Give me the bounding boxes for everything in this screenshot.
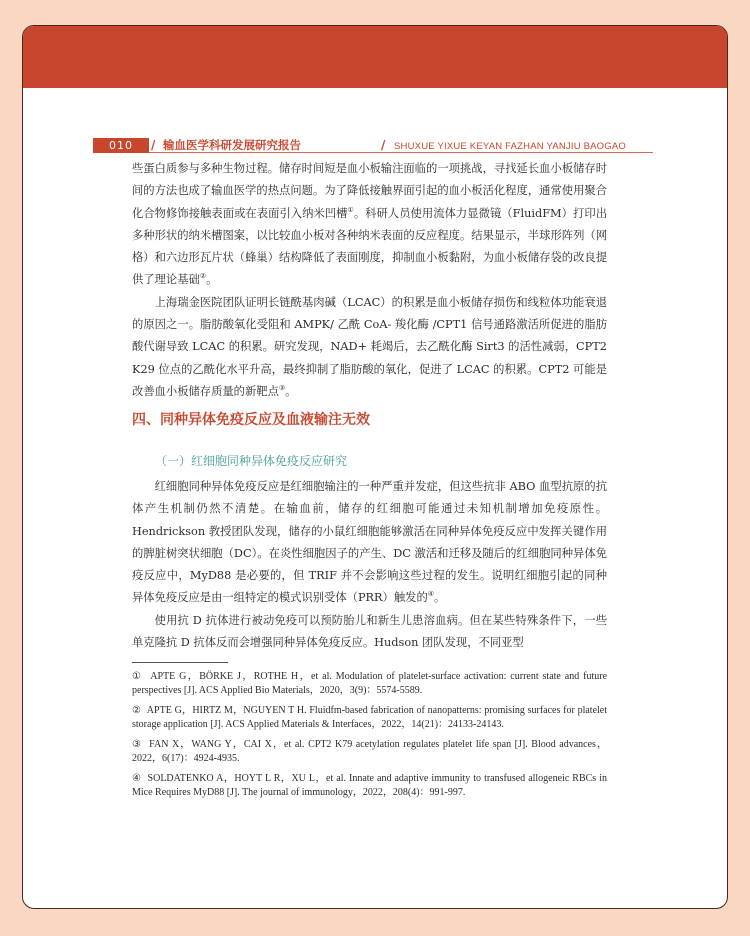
footnote-ref: ③ — [278, 384, 286, 393]
footnote-ref: ② — [199, 272, 207, 281]
body-text-top — [132, 158, 607, 403]
header-rule — [149, 152, 653, 153]
subsection-heading: （一）红细胞同种异体免疫反应研究 — [155, 454, 348, 468]
header-title-zh: 输血医学科研发展研究报告 — [163, 138, 301, 152]
footnote: ① APTE G，BÖRKE J，ROTHE H，et al. Modulation of platelet-surface activation: current state and future perspectives [J]. ACS Applied Bio Materials，2020，3(9)：5574-5589. — [132, 671, 608, 696]
footnote-rule — [132, 662, 228, 663]
running-header — [93, 138, 653, 153]
paragraph: 使用抗 D 抗体进行被动免疫可以预防胎儿和新生儿患溶血病。但在某些特殊条件下，一些单克隆抗 D 抗体反而会增强同种异体免疫反应。Hudson 团队发现，不同亚型 — [132, 613, 607, 650]
header-title-en: SHUXUE YIXUE KEYAN FAZHAN YANJIU BAOGAO — [394, 141, 626, 152]
paragraph: 些蛋白质参与多种生物过程。储存时间短是血小板输注面临的一项挑战，寻找延长血小板储存时间的方法也成了输血医学的热点问题。为了降低接触界面引起的血小板活化程度，通常使用聚合化合物修饰接触表面或在表面引入纳米凹槽①。科研人员使用流体力显微镜（FluidFM）打印出多种形状的纳米槽图案，以比较血小板对各种纳米表面的反应程度。结果显示，半球形阵列（网格）和六边形瓦片状（蜂巢）结构降低了表面刚度，抑制血小板黏附，为血小板储存袋的改良提供了理论基础②。 — [132, 162, 607, 287]
footnote: ③ FAN X，WANG Y，CAI X，et al. CPT2 K79 acetylation regulates platelet life span [J]. Blood advances，2022，6(17)：4924-4935. — [132, 739, 607, 764]
footnote-ref: ④ — [427, 590, 435, 599]
paragraph: 红细胞同种异体免疫反应是红细胞输注的一种严重并发症，但这些抗非 ABO 血型抗原的抗体产生机制仍然不清楚。在输血前，储存的红细胞可能通过未知机制增加免疫原性。Hendrickson 教授团队发现，储存的小鼠红细胞能够激活在同种异体免疫反应中发挥关键作用的脾脏树突状细胞（DC）。在炎性细胞因子的产生、DC 激活和迁移及随后的红细胞同种异体免疫反应中，MyD88 是必要的，但 TRIF 并不会影响这些过程的发生。说明红细胞引起的同种异体免疫反应是由一组特定的模式识别受体（PRR）触发的④。 — [132, 480, 607, 605]
section-heading: 四、同种异体免疫反应及血液输注无效 — [132, 412, 370, 428]
header-slash: / — [381, 138, 386, 152]
footnote: ④ SOLDATENKO A，HOYT L R，XU L，et al. Innate and adaptive immunity to transfused allogeneic RBCs in Mice Requires MyD88 [J]. The journal of immunology，2022，208(4)：991-997. — [132, 773, 607, 798]
footnote: ② APTE G，HIRTZ M，NGUYEN T H. Fluidfm-based fabrication of nanopatterns: promising surfaces for platelet storage application [J]. ACS Applied Materials & Interfaces，2022，14(21)：24133-24143. — [132, 705, 608, 730]
page-number: 010 — [93, 138, 149, 153]
header-slash: / — [151, 138, 156, 152]
footnotes — [132, 670, 607, 806]
body-text-bottom — [132, 476, 607, 654]
top-banner — [23, 26, 727, 88]
footnote-ref: ① — [347, 205, 354, 214]
paragraph: 上海瑞金医院团队证明长链酰基肉碱（LCAC）的积累是血小板储存损伤和线粒体功能衰退的原因之一。脂肪酸氧化受阻和 AMPK/ 乙酰 CoA- 羧化酶 /CPT1 信号通路激活所促进的脂肪酸代谢导致 LCAC 的积累。研究发现，NAD+ 耗竭后，去乙酰化酶 Sirt3 的活性减弱，CPT2 K29 位点的乙酰化水平升高，最终抑制了脂肪酸的氧化，促进了 LCAC 的积累。CPT2 可能是改善血小板储存质量的新靶点③。 — [132, 295, 607, 398]
